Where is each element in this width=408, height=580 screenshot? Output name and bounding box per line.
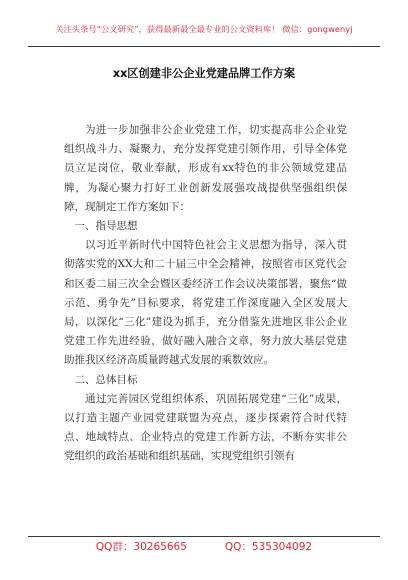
document-title: xx区创建非公企业党建品牌工作方案 — [112, 67, 296, 80]
footer-qq-number: QQ：535304092 — [224, 541, 313, 553]
document-body — [64, 121, 347, 467]
header-divider — [28, 46, 380, 47]
overall-goal-paragraph: 通过完善园区党组织体系，巩固拓展党建“三化”成果，以打造主题产业园党建联盟为亮点，逐步探索符合时代特点、地域特点、企业特点的党建工作新方法，不断夯实非公党组织的政治基础和组织基础，实现党组织引领有 — [64, 392, 347, 463]
footer-contact — [0, 539, 408, 554]
footer-divider — [28, 536, 380, 537]
header-promo-note: 关注头条号“公文研究”，获得最新最全最专业的公文资料库！ 微信：gongwenyj — [55, 24, 353, 34]
section-heading-guiding-ideology: 一、指导思想 — [74, 220, 138, 233]
footer-qq-group: QQ群：30265665 — [95, 541, 187, 553]
intro-paragraph: 为进一步加强非公企业党建工作，切实提高非公企业党组织战斗力、凝聚力，充分发挥党建引领作用，引导全体党员立足岗位，敬业奉献，形成有xx特色的非公领域党建品牌，为凝心聚力打好工业创新发展强攻战提供坚强组织保障，现制定工作方案如下： — [64, 124, 347, 213]
section-heading-overall-goal: 二、总体目标 — [74, 373, 138, 386]
guiding-ideology-paragraph: 以习近平新时代中国特色社会主义思想为指导，深入贯彻落实党的XX大和二十届三中全会精神，按照省市区党代会和区委二届三次全会暨区委经济工作会议决策部署，聚焦“做示范、勇争先”目标要求，将党建工作深度融入全区发展大局，以深化“三化”建设为抓手，充分借鉴先进地区非公企业党建工作先进经验，做好融入融合文章，努力放大基层党建助推我区经济高质量跨越式发展的乘数效应。 — [64, 239, 347, 367]
